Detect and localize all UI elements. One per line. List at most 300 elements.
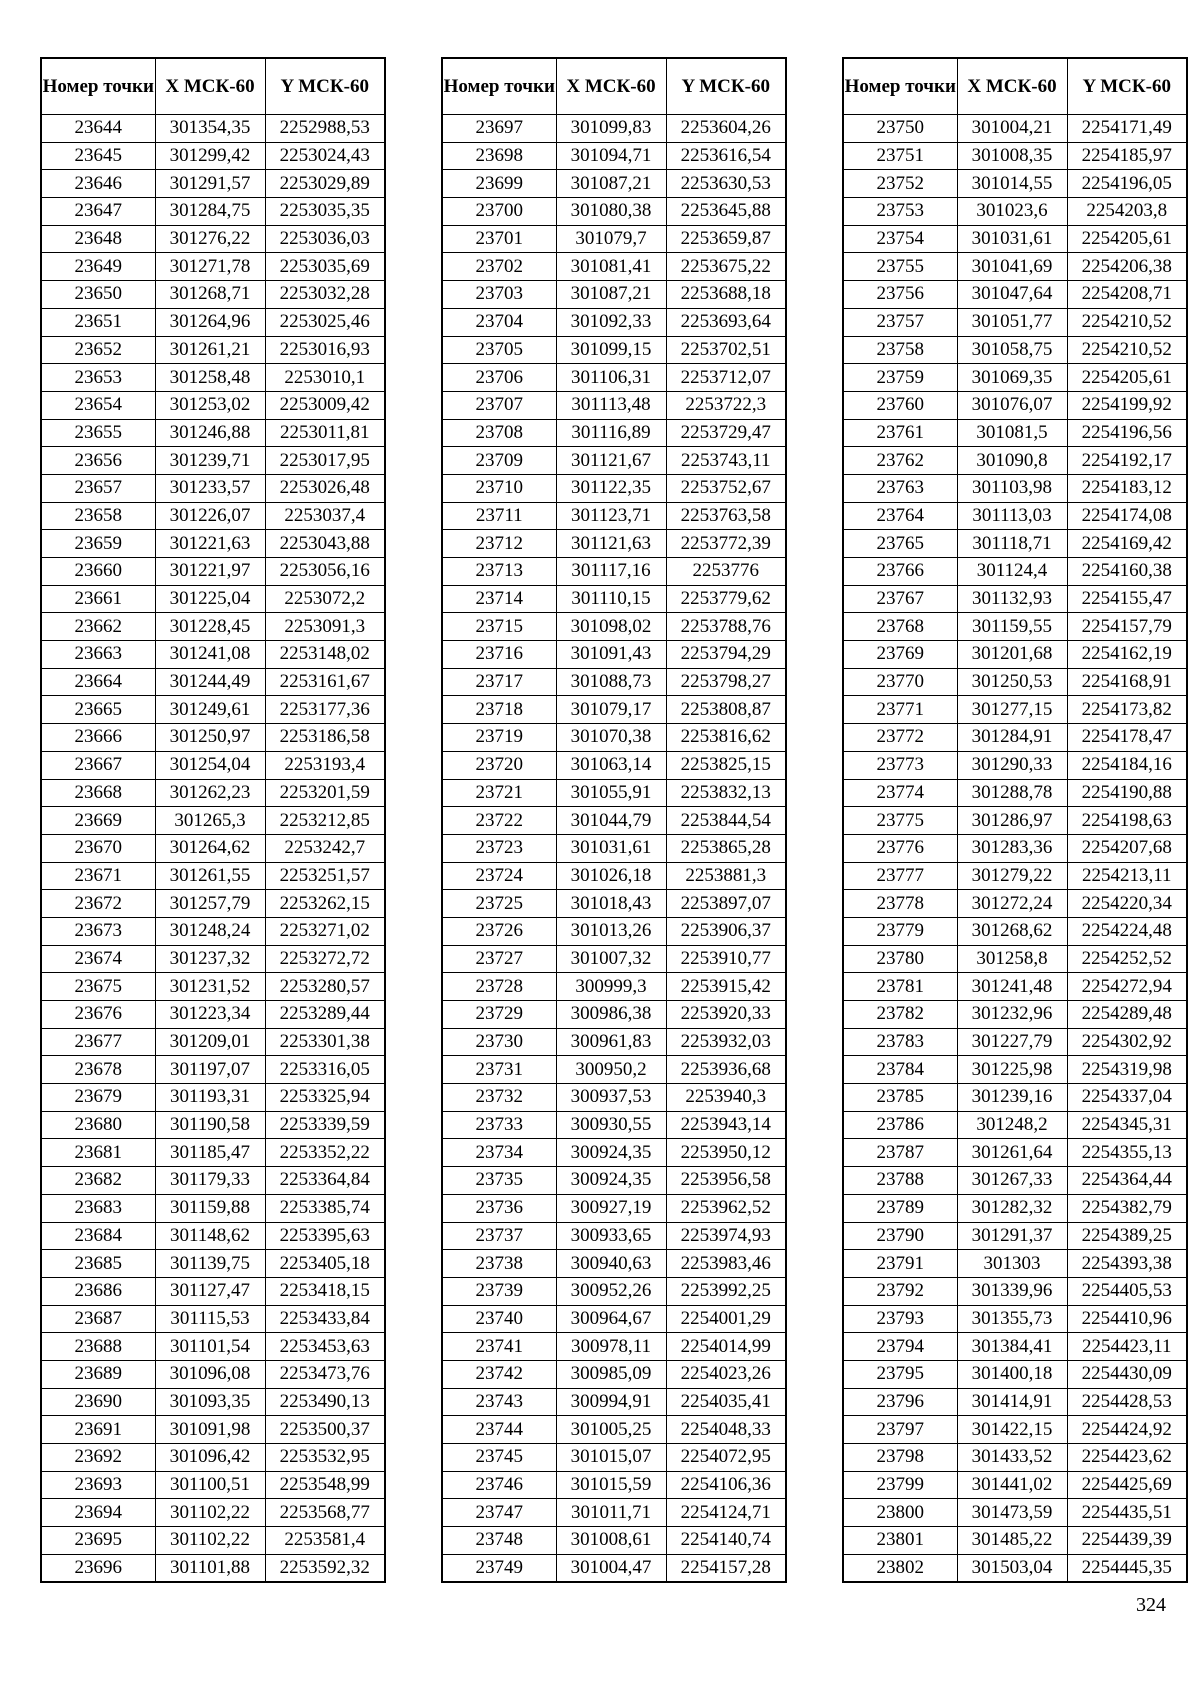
point-number-cell: 23681: [41, 1139, 155, 1167]
x-coordinate-cell: 301092,33: [556, 308, 666, 336]
x-coordinate-cell: 301261,55: [155, 862, 265, 890]
table-row: [41, 1527, 385, 1555]
table-row: [442, 862, 786, 890]
point-number-cell: 23655: [41, 419, 155, 447]
x-coordinate-cell: 301262,23: [155, 779, 265, 807]
table-row: [843, 474, 1187, 502]
x-coordinate-cell: 301159,88: [155, 1194, 265, 1222]
y-coordinate-cell: 2253992,25: [666, 1277, 786, 1305]
table-row: [843, 890, 1187, 918]
table-header-row: [41, 58, 385, 115]
y-coordinate-cell: 2254302,92: [1067, 1028, 1187, 1056]
table-row: [442, 1028, 786, 1056]
y-coordinate-cell: 2254425,69: [1067, 1471, 1187, 1499]
table-row: [843, 1194, 1187, 1222]
y-coordinate-cell: 2254192,17: [1067, 447, 1187, 475]
point-number-cell: 23795: [843, 1360, 957, 1388]
x-coordinate-cell: 301148,62: [155, 1222, 265, 1250]
table-row: [41, 613, 385, 641]
x-coordinate-cell: 301090,8: [957, 447, 1067, 475]
y-coordinate-cell: 2253473,76: [265, 1360, 385, 1388]
x-coordinate-cell: 300978,11: [556, 1333, 666, 1361]
y-coordinate-cell: 2253289,44: [265, 1001, 385, 1029]
table-row: [442, 1250, 786, 1278]
table-row: [843, 1277, 1187, 1305]
point-number-cell: 23773: [843, 751, 957, 779]
y-coordinate-cell: 2253262,15: [265, 890, 385, 918]
point-number-cell: 23762: [843, 447, 957, 475]
point-number-cell: 23644: [41, 115, 155, 143]
point-number-cell: 23784: [843, 1056, 957, 1084]
y-coordinate-cell: 2254319,98: [1067, 1056, 1187, 1084]
table-row: [442, 391, 786, 419]
y-coordinate-cell: 2253630,53: [666, 170, 786, 198]
point-number-cell: 23709: [442, 447, 556, 475]
point-number-cell: 23653: [41, 364, 155, 392]
point-number-cell: 23712: [442, 530, 556, 558]
point-number-cell: 23645: [41, 142, 155, 170]
x-coordinate-cell: 301127,47: [155, 1277, 265, 1305]
table-row: [843, 613, 1187, 641]
x-coordinate-cell: 301384,41: [957, 1333, 1067, 1361]
point-number-cell: 23722: [442, 807, 556, 835]
point-number-cell: 23728: [442, 973, 556, 1001]
table-row: [442, 1277, 786, 1305]
point-number-cell: 23753: [843, 198, 957, 226]
point-number-cell: 23662: [41, 613, 155, 641]
point-number-cell: 23686: [41, 1277, 155, 1305]
point-number-cell: 23652: [41, 336, 155, 364]
table-row: [843, 724, 1187, 752]
table-row: [843, 696, 1187, 724]
y-coordinate-cell: 2252988,53: [265, 115, 385, 143]
point-number-cell: 23765: [843, 530, 957, 558]
x-coordinate-cell: 301013,26: [556, 917, 666, 945]
point-number-cell: 23661: [41, 585, 155, 613]
point-number-cell: 23748: [442, 1527, 556, 1555]
table-row: [41, 364, 385, 392]
y-coordinate-cell: 2254168,91: [1067, 668, 1187, 696]
x-coordinate-cell: 301239,71: [155, 447, 265, 475]
table-row: [843, 862, 1187, 890]
y-coordinate-cell: 2254220,34: [1067, 890, 1187, 918]
point-number-cell: 23689: [41, 1360, 155, 1388]
table-row: [843, 641, 1187, 669]
table-row: [843, 170, 1187, 198]
table-row: [843, 419, 1187, 447]
y-coordinate-cell: 2253983,46: [666, 1250, 786, 1278]
point-number-cell: 23759: [843, 364, 957, 392]
point-number-cell: 23716: [442, 641, 556, 669]
y-coordinate-cell: 2253568,77: [265, 1499, 385, 1527]
point-number-cell: 23749: [442, 1554, 556, 1582]
y-coordinate-cell: 2253242,7: [265, 834, 385, 862]
y-coordinate-cell: 2253936,68: [666, 1056, 786, 1084]
point-number-cell: 23680: [41, 1111, 155, 1139]
table-row: [41, 1111, 385, 1139]
x-coordinate-cell: 301221,97: [155, 558, 265, 586]
x-coordinate-cell: 301249,61: [155, 696, 265, 724]
page-number: 324: [1136, 1594, 1166, 1616]
point-number-cell: 23776: [843, 834, 957, 862]
x-coordinate-cell: 301031,61: [957, 225, 1067, 253]
x-coordinate-cell: 301051,77: [957, 308, 1067, 336]
table-row: [843, 1333, 1187, 1361]
table-row: [41, 558, 385, 586]
y-coordinate-cell: 2254106,36: [666, 1471, 786, 1499]
x-coordinate-cell: 301277,15: [957, 696, 1067, 724]
point-number-cell: 23690: [41, 1388, 155, 1416]
table-row: [442, 1139, 786, 1167]
point-number-cell: 23700: [442, 198, 556, 226]
y-coordinate-cell: 2254162,19: [1067, 641, 1187, 669]
y-coordinate-cell: 2253352,22: [265, 1139, 385, 1167]
y-coordinate-cell: 2253844,54: [666, 807, 786, 835]
y-coordinate-cell: 2253915,42: [666, 973, 786, 1001]
y-coordinate-cell: 2253729,47: [666, 419, 786, 447]
x-coordinate-cell: 301115,53: [155, 1305, 265, 1333]
x-coordinate-cell: 301055,91: [556, 779, 666, 807]
y-coordinate-cell: 2254382,79: [1067, 1194, 1187, 1222]
x-coordinate-cell: 301102,22: [155, 1499, 265, 1527]
table-row: [41, 668, 385, 696]
y-coordinate-cell: 2253779,62: [666, 585, 786, 613]
header-x-coordinate: X МСК-60: [155, 58, 265, 115]
table-row: [442, 419, 786, 447]
point-number-cell: 23750: [843, 115, 957, 143]
table-row: [41, 1333, 385, 1361]
y-coordinate-cell: 2253091,3: [265, 613, 385, 641]
x-coordinate-cell: 301094,71: [556, 142, 666, 170]
table-row: [41, 862, 385, 890]
point-number-cell: 23647: [41, 198, 155, 226]
y-coordinate-cell: 2254430,09: [1067, 1360, 1187, 1388]
x-coordinate-cell: 301132,93: [957, 585, 1067, 613]
x-coordinate-cell: 301291,57: [155, 170, 265, 198]
x-coordinate-cell: 301093,35: [155, 1388, 265, 1416]
table-row: [442, 973, 786, 1001]
y-coordinate-cell: 2254410,96: [1067, 1305, 1187, 1333]
y-coordinate-cell: 2254001,29: [666, 1305, 786, 1333]
point-number-cell: 23793: [843, 1305, 957, 1333]
table-row: [843, 502, 1187, 530]
y-coordinate-cell: 2253950,12: [666, 1139, 786, 1167]
y-coordinate-cell: 2253016,93: [265, 336, 385, 364]
table-row: [41, 1499, 385, 1527]
table-row: [41, 530, 385, 558]
y-coordinate-cell: 2253072,2: [265, 585, 385, 613]
table-row: [442, 1084, 786, 1112]
y-coordinate-cell: 2253794,29: [666, 641, 786, 669]
table-row: [442, 502, 786, 530]
x-coordinate-cell: 301116,89: [556, 419, 666, 447]
x-coordinate-cell: 301241,48: [957, 973, 1067, 1001]
y-coordinate-cell: 2254208,71: [1067, 281, 1187, 309]
point-number-cell: 23698: [442, 142, 556, 170]
header-x-coordinate: X МСК-60: [556, 58, 666, 115]
y-coordinate-cell: 2253943,14: [666, 1111, 786, 1139]
table-row: [442, 530, 786, 558]
table-row: [41, 751, 385, 779]
y-coordinate-cell: 2254289,48: [1067, 1001, 1187, 1029]
table-row: [442, 1416, 786, 1444]
point-number-cell: 23802: [843, 1554, 957, 1582]
x-coordinate-cell: 300933,65: [556, 1222, 666, 1250]
point-number-cell: 23674: [41, 945, 155, 973]
y-coordinate-cell: 2254393,38: [1067, 1250, 1187, 1278]
y-coordinate-cell: 2254160,38: [1067, 558, 1187, 586]
x-coordinate-cell: 300994,91: [556, 1388, 666, 1416]
x-coordinate-cell: 301237,32: [155, 945, 265, 973]
point-number-cell: 23790: [843, 1222, 957, 1250]
x-coordinate-cell: 301117,16: [556, 558, 666, 586]
point-number-cell: 23697: [442, 115, 556, 143]
point-number-cell: 23657: [41, 474, 155, 502]
point-number-cell: 23746: [442, 1471, 556, 1499]
point-number-cell: 23710: [442, 474, 556, 502]
point-number-cell: 23770: [843, 668, 957, 696]
table-row: [41, 1277, 385, 1305]
y-coordinate-cell: 2253251,57: [265, 862, 385, 890]
y-coordinate-cell: 2254252,52: [1067, 945, 1187, 973]
table-row: [41, 1250, 385, 1278]
y-coordinate-cell: 2253592,32: [265, 1554, 385, 1582]
point-number-cell: 23693: [41, 1471, 155, 1499]
table-row: [843, 1084, 1187, 1112]
point-number-cell: 23675: [41, 973, 155, 1001]
table-row: [41, 253, 385, 281]
point-number-cell: 23740: [442, 1305, 556, 1333]
table-row: [442, 751, 786, 779]
table-row: [843, 1554, 1187, 1582]
y-coordinate-cell: 2253161,67: [265, 668, 385, 696]
point-number-cell: 23755: [843, 253, 957, 281]
point-number-cell: 23648: [41, 225, 155, 253]
x-coordinate-cell: 301080,38: [556, 198, 666, 226]
x-coordinate-cell: 301284,75: [155, 198, 265, 226]
point-number-cell: 23732: [442, 1084, 556, 1112]
y-coordinate-cell: 2254439,39: [1067, 1527, 1187, 1555]
point-number-cell: 23684: [41, 1222, 155, 1250]
y-coordinate-cell: 2253532,95: [265, 1444, 385, 1472]
y-coordinate-cell: 2254072,95: [666, 1444, 786, 1472]
y-coordinate-cell: 2254157,28: [666, 1554, 786, 1582]
point-number-cell: 23699: [442, 170, 556, 198]
coordinates-table-3: [842, 57, 1188, 1583]
y-coordinate-cell: 2253906,37: [666, 917, 786, 945]
y-coordinate-cell: 2253405,18: [265, 1250, 385, 1278]
y-coordinate-cell: 2254171,49: [1067, 115, 1187, 143]
x-coordinate-cell: 301113,48: [556, 391, 666, 419]
x-coordinate-cell: 301284,91: [957, 724, 1067, 752]
y-coordinate-cell: 2253009,42: [265, 391, 385, 419]
table-row: [41, 419, 385, 447]
table-row: [843, 1028, 1187, 1056]
table-row: [41, 502, 385, 530]
y-coordinate-cell: 2254014,99: [666, 1333, 786, 1361]
table-row: [843, 779, 1187, 807]
coordinates-table-1: [40, 57, 386, 1583]
table-row: [442, 1388, 786, 1416]
y-coordinate-cell: 2253920,33: [666, 1001, 786, 1029]
x-coordinate-cell: 301272,24: [957, 890, 1067, 918]
table-row: [41, 225, 385, 253]
table-row: [843, 558, 1187, 586]
table-row: [442, 890, 786, 918]
x-coordinate-cell: 301106,31: [556, 364, 666, 392]
y-coordinate-cell: 2253385,74: [265, 1194, 385, 1222]
y-coordinate-cell: 2253035,35: [265, 198, 385, 226]
x-coordinate-cell: 301179,33: [155, 1167, 265, 1195]
table-row: [442, 696, 786, 724]
table-row: [41, 115, 385, 143]
point-number-cell: 23726: [442, 917, 556, 945]
point-number-cell: 23769: [843, 641, 957, 669]
x-coordinate-cell: 301110,15: [556, 585, 666, 613]
table-row: [442, 945, 786, 973]
y-coordinate-cell: 2253548,99: [265, 1471, 385, 1499]
y-coordinate-cell: 2254035,41: [666, 1388, 786, 1416]
table-row: [843, 142, 1187, 170]
table-row: [41, 281, 385, 309]
x-coordinate-cell: 301139,75: [155, 1250, 265, 1278]
point-number-cell: 23682: [41, 1167, 155, 1195]
table-row: [843, 530, 1187, 558]
x-coordinate-cell: 301261,21: [155, 336, 265, 364]
table-row: [843, 1167, 1187, 1195]
table-row: [843, 1111, 1187, 1139]
y-coordinate-cell: 2253395,63: [265, 1222, 385, 1250]
table-row: [41, 1139, 385, 1167]
x-coordinate-cell: 301008,35: [957, 142, 1067, 170]
point-number-cell: 23666: [41, 724, 155, 752]
y-coordinate-cell: 2254205,61: [1067, 364, 1187, 392]
y-coordinate-cell: 2254048,33: [666, 1416, 786, 1444]
x-coordinate-cell: 301264,62: [155, 834, 265, 862]
table-row: [843, 1250, 1187, 1278]
table-row: [442, 142, 786, 170]
y-coordinate-cell: 2253186,58: [265, 724, 385, 752]
point-number-cell: 23695: [41, 1527, 155, 1555]
point-number-cell: 23751: [843, 142, 957, 170]
y-coordinate-cell: 2253702,51: [666, 336, 786, 364]
x-coordinate-cell: 301503,04: [957, 1554, 1067, 1582]
x-coordinate-cell: 301193,31: [155, 1084, 265, 1112]
table-row: [41, 336, 385, 364]
x-coordinate-cell: 301091,98: [155, 1416, 265, 1444]
point-number-cell: 23703: [442, 281, 556, 309]
point-number-cell: 23779: [843, 917, 957, 945]
x-coordinate-cell: 301264,96: [155, 308, 265, 336]
point-number-cell: 23679: [41, 1084, 155, 1112]
point-number-cell: 23781: [843, 973, 957, 1001]
y-coordinate-cell: 2253037,4: [265, 502, 385, 530]
point-number-cell: 23767: [843, 585, 957, 613]
y-coordinate-cell: 2254207,68: [1067, 834, 1187, 862]
point-number-cell: 23717: [442, 668, 556, 696]
table-row: [41, 1056, 385, 1084]
y-coordinate-cell: 2254199,92: [1067, 391, 1187, 419]
point-number-cell: 23737: [442, 1222, 556, 1250]
x-coordinate-cell: 301100,51: [155, 1471, 265, 1499]
point-number-cell: 23771: [843, 696, 957, 724]
y-coordinate-cell: 2253148,02: [265, 641, 385, 669]
y-coordinate-cell: 2253616,54: [666, 142, 786, 170]
x-coordinate-cell: 301088,73: [556, 668, 666, 696]
x-coordinate-cell: 301257,79: [155, 890, 265, 918]
point-number-cell: 23685: [41, 1250, 155, 1278]
y-coordinate-cell: 2253036,03: [265, 225, 385, 253]
y-coordinate-cell: 2253962,52: [666, 1194, 786, 1222]
y-coordinate-cell: 2253043,88: [265, 530, 385, 558]
point-number-cell: 23785: [843, 1084, 957, 1112]
x-coordinate-cell: 300961,83: [556, 1028, 666, 1056]
point-number-cell: 23791: [843, 1250, 957, 1278]
x-coordinate-cell: 301221,63: [155, 530, 265, 558]
y-coordinate-cell: 2254210,52: [1067, 308, 1187, 336]
point-number-cell: 23715: [442, 613, 556, 641]
y-coordinate-cell: 2254169,42: [1067, 530, 1187, 558]
table-row: [442, 585, 786, 613]
y-coordinate-cell: 2253364,84: [265, 1167, 385, 1195]
y-coordinate-cell: 2254428,53: [1067, 1388, 1187, 1416]
x-coordinate-cell: 301087,21: [556, 281, 666, 309]
table-row: [843, 1444, 1187, 1472]
y-coordinate-cell: 2254424,92: [1067, 1416, 1187, 1444]
table-row: [41, 391, 385, 419]
y-coordinate-cell: 2253956,58: [666, 1167, 786, 1195]
y-coordinate-cell: 2253743,11: [666, 447, 786, 475]
x-coordinate-cell: 301113,03: [957, 502, 1067, 530]
table-row: [442, 1527, 786, 1555]
y-coordinate-cell: 2254184,16: [1067, 751, 1187, 779]
y-coordinate-cell: 2254023,26: [666, 1360, 786, 1388]
x-coordinate-cell: 301101,88: [155, 1554, 265, 1582]
x-coordinate-cell: 301288,78: [957, 779, 1067, 807]
y-coordinate-cell: 2253035,69: [265, 253, 385, 281]
y-coordinate-cell: 2254405,53: [1067, 1277, 1187, 1305]
table-header-row: [843, 58, 1187, 115]
x-coordinate-cell: 301422,15: [957, 1416, 1067, 1444]
x-coordinate-cell: 301225,04: [155, 585, 265, 613]
point-number-cell: 23786: [843, 1111, 957, 1139]
point-number-cell: 23745: [442, 1444, 556, 1472]
point-number-cell: 23744: [442, 1416, 556, 1444]
x-coordinate-cell: 301004,47: [556, 1554, 666, 1582]
table-row: [41, 1388, 385, 1416]
table-row: [442, 558, 786, 586]
point-number-cell: 23743: [442, 1388, 556, 1416]
y-coordinate-cell: 2254205,61: [1067, 225, 1187, 253]
x-coordinate-cell: 301232,96: [957, 1001, 1067, 1029]
table-row: [442, 364, 786, 392]
table-row: [442, 1444, 786, 1472]
table-row: [41, 1554, 385, 1582]
y-coordinate-cell: 2254423,11: [1067, 1333, 1187, 1361]
point-number-cell: 23797: [843, 1416, 957, 1444]
y-coordinate-cell: 2254124,71: [666, 1499, 786, 1527]
table-row: [41, 1084, 385, 1112]
x-coordinate-cell: 301121,63: [556, 530, 666, 558]
point-number-cell: 23668: [41, 779, 155, 807]
table-row: [843, 1527, 1187, 1555]
point-number-cell: 23774: [843, 779, 957, 807]
point-number-cell: 23696: [41, 1554, 155, 1582]
point-number-cell: 23667: [41, 751, 155, 779]
table-row: [41, 724, 385, 752]
x-coordinate-cell: 301227,79: [957, 1028, 1067, 1056]
y-coordinate-cell: 2253816,62: [666, 724, 786, 752]
